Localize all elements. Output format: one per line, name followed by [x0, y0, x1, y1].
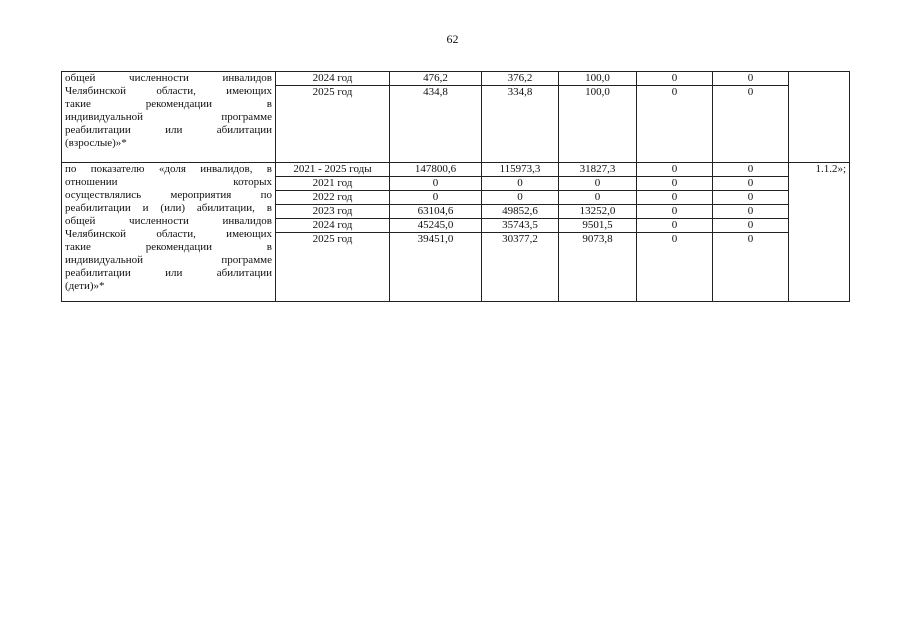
regional-cell: 0: [482, 191, 559, 205]
period-cell: 2025 год: [276, 86, 390, 163]
value-cell: 0: [713, 86, 789, 163]
table-row: [62, 72, 850, 86]
table-row: [62, 163, 850, 177]
regional-cell: 0: [482, 177, 559, 191]
federal-cell: 100,0: [559, 86, 637, 163]
federal-cell: 100,0: [559, 72, 637, 86]
federal-cell: 9073,8: [559, 233, 637, 302]
value-cell: 0: [637, 205, 713, 219]
desc-line: Челябинской области, имеющих: [65, 85, 272, 97]
total-cell: 63104,6: [390, 205, 482, 219]
regional-cell: 35743,5: [482, 219, 559, 233]
indicator-description-children: [62, 163, 276, 302]
desc-line: отношении которых: [65, 176, 272, 188]
value-cell: 0: [713, 219, 789, 233]
total-cell: 39451,0: [390, 233, 482, 302]
desc-line: по показателю «доля инвалидов, в: [65, 163, 272, 175]
value-cell: 0: [637, 191, 713, 205]
value-cell: 0: [637, 72, 713, 86]
indicator-description-adults: [62, 72, 276, 163]
total-cell: 434,8: [390, 86, 482, 163]
note-cell: 1.1.2»;: [789, 163, 850, 302]
value-cell: 0: [637, 219, 713, 233]
period-cell: 2021 - 2025 годы: [276, 163, 390, 177]
total-cell: 147800,6: [390, 163, 482, 177]
desc-line: Челябинской области, имеющих: [65, 228, 272, 240]
period-cell: 2022 год: [276, 191, 390, 205]
period-cell: 2024 год: [276, 219, 390, 233]
desc-line: реабилитации и (или) абилитации, в: [65, 202, 272, 214]
value-cell: 0: [713, 191, 789, 205]
period-cell: 2023 год: [276, 205, 390, 219]
period-cell: 2021 год: [276, 177, 390, 191]
desc-line: реабилитации или абилитации: [65, 267, 272, 279]
page-number: 62: [446, 32, 459, 46]
desc-line: реабилитации или абилитации: [65, 124, 272, 136]
desc-line: общей численности инвалидов: [65, 215, 272, 227]
desc-line: такие рекомендации в: [65, 241, 272, 253]
value-cell: 0: [713, 233, 789, 302]
desc-line: такие рекомендации в: [65, 98, 272, 110]
regional-cell: 334,8: [482, 86, 559, 163]
regional-cell: 49852,6: [482, 205, 559, 219]
value-cell: 0: [713, 72, 789, 86]
federal-cell: 0: [559, 191, 637, 205]
desc-line: индивидуальной программе: [65, 111, 272, 123]
regional-cell: 376,2: [482, 72, 559, 86]
total-cell: 0: [390, 177, 482, 191]
federal-cell: 31827,3: [559, 163, 637, 177]
total-cell: 0: [390, 191, 482, 205]
regional-cell: 115973,3: [482, 163, 559, 177]
desc-line: (дети)»*: [65, 280, 105, 292]
period-cell: 2025 год: [276, 233, 390, 302]
financing-table: [61, 71, 850, 302]
period-cell: 2024 год: [276, 72, 390, 86]
value-cell: 0: [637, 86, 713, 163]
regional-cell: 30377,2: [482, 233, 559, 302]
federal-cell: 13252,0: [559, 205, 637, 219]
total-cell: 476,2: [390, 72, 482, 86]
value-cell: 0: [713, 205, 789, 219]
federal-cell: 0: [559, 177, 637, 191]
value-cell: 0: [637, 163, 713, 177]
note-cell-empty: [789, 72, 850, 163]
value-cell: 0: [637, 233, 713, 302]
desc-line: индивидуальной программе: [65, 254, 272, 266]
federal-cell: 9501,5: [559, 219, 637, 233]
desc-line: общей численности инвалидов: [65, 72, 272, 84]
value-cell: 0: [713, 163, 789, 177]
desc-line: осуществлялись мероприятия по: [65, 189, 272, 201]
value-cell: 0: [713, 177, 789, 191]
desc-line: (взрослые)»*: [65, 137, 127, 149]
total-cell: 45245,0: [390, 219, 482, 233]
value-cell: 0: [637, 177, 713, 191]
